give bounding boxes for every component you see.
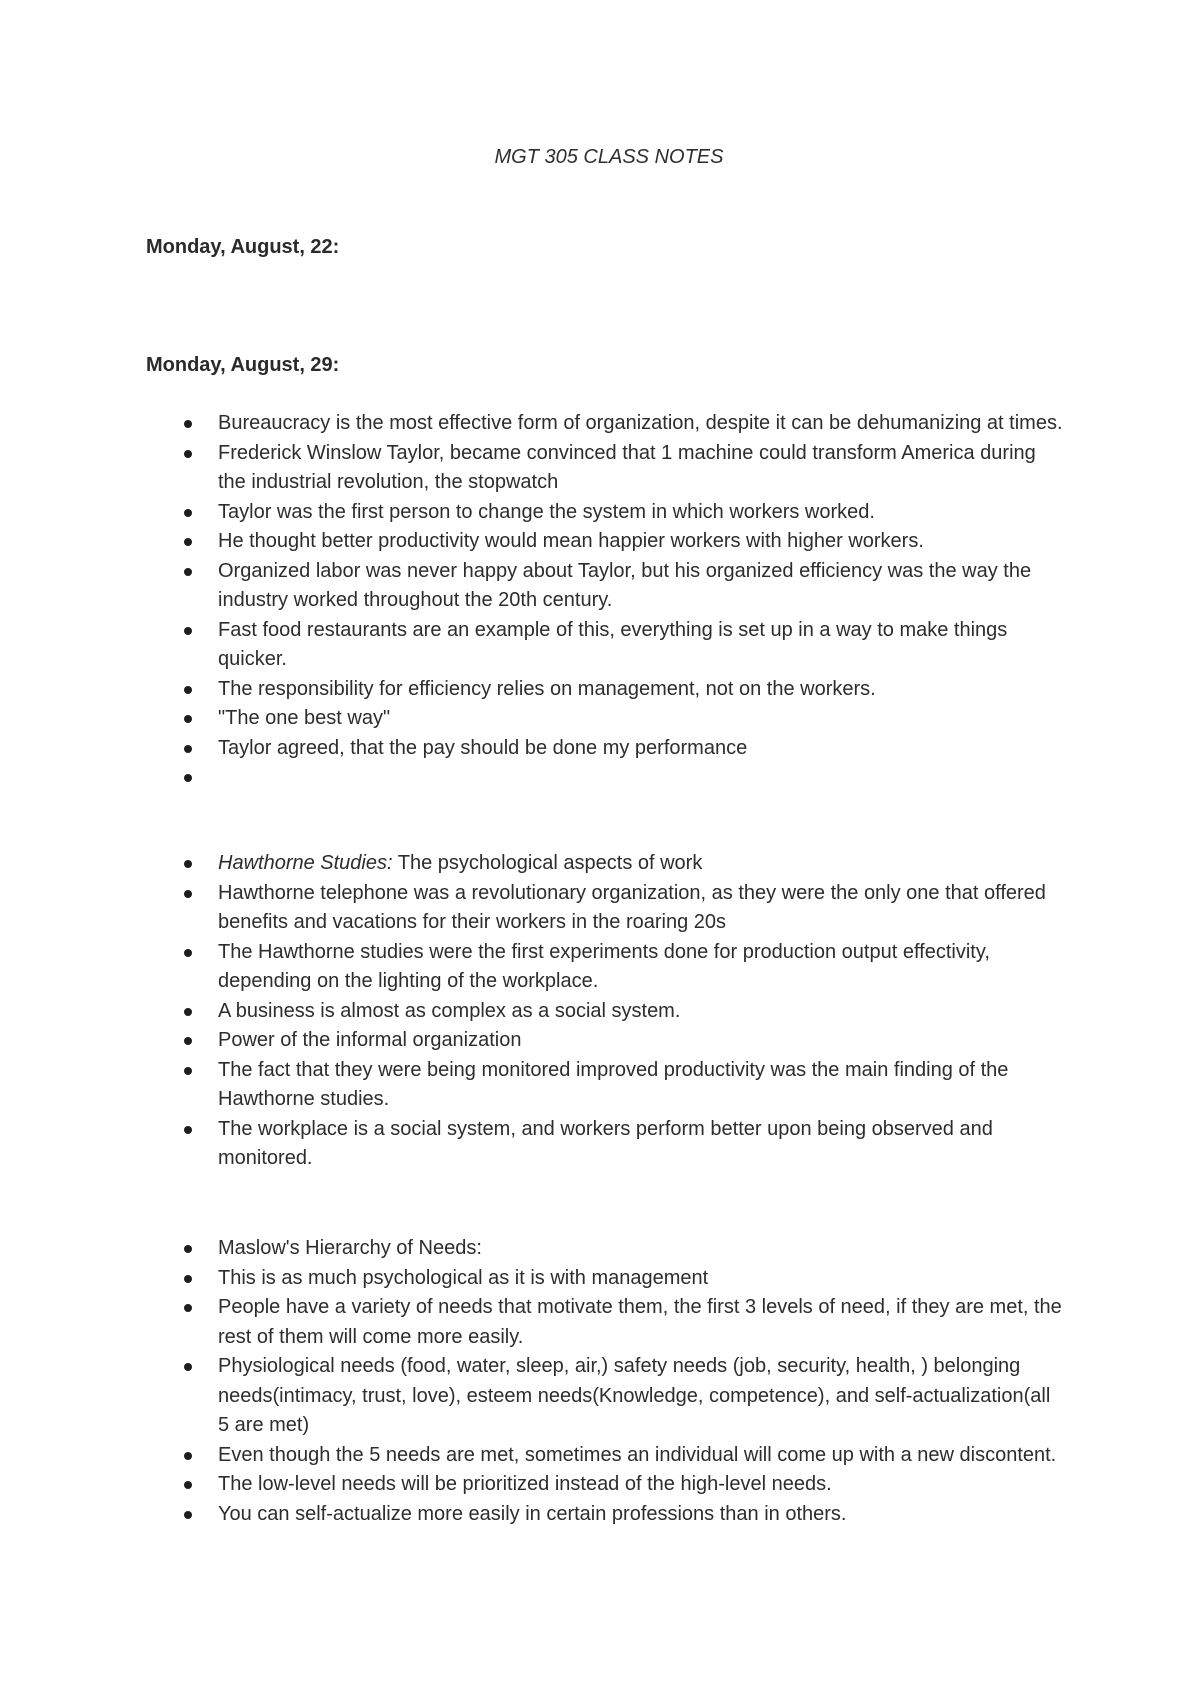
list-item: [146, 938, 1066, 997]
list-item-text: Hawthorne telephone was a revolutionary organization, as they were the only one that offered benefits and vacations for their workers in the roaring 20s: [218, 881, 1046, 933]
list-item-text: Maslow's Hierarchy of Needs:: [218, 1237, 482, 1259]
bullet-icon: [184, 949, 192, 957]
bullet-icon: [184, 1304, 192, 1312]
list-item: [146, 409, 1066, 439]
bullet-icon: [184, 890, 192, 898]
list-item-text: Power of the informal organization: [218, 1029, 522, 1051]
bullet-icon: [184, 1481, 192, 1489]
list-item: [146, 557, 1066, 616]
list-item: [146, 498, 1066, 528]
bullet-icon: [184, 1008, 192, 1016]
list-item: [146, 1234, 1066, 1264]
list-item: [146, 1352, 1066, 1441]
list-item-text: Organized labor was never happy about Taylor, but his organized efficiency was the way the industry worked throughout the 20th century.: [218, 559, 1032, 611]
bullet-icon: [184, 538, 192, 546]
list-item-text: "The one best way": [218, 707, 391, 729]
bullet-icon: [184, 509, 192, 517]
bullet-icon: [184, 627, 192, 635]
list-item: [146, 527, 1066, 557]
document-title: MGT 305 CLASS NOTES: [494, 146, 724, 168]
list-item: [146, 1293, 1066, 1352]
bullet-icon: [184, 568, 192, 576]
list-item: [146, 1056, 1066, 1115]
notes-list-maslow: [146, 1234, 1066, 1529]
list-item-text: The responsibility for efficiency relies on management, not on the workers.: [218, 677, 876, 700]
list-item: [146, 1264, 1066, 1294]
list-item: [146, 1115, 1066, 1174]
bullet-icon: [184, 1126, 192, 1134]
list-item-text: Bureaucracy is the most effective form of organization, despite it can be dehumanizing at times.: [218, 412, 1063, 434]
list-item: [146, 997, 1066, 1027]
bullet-icon: [184, 745, 192, 753]
list-item-text: People have a variety of needs that motivate them, the first 3 levels of need, if they are met, the rest of them will come more easily.: [218, 1296, 1062, 1348]
list-item: [146, 849, 1066, 879]
hawthorne-studies-label: Hawthorne Studies:: [218, 852, 393, 874]
list-item: [146, 675, 1066, 705]
list-item-text: A business is almost as complex as a social system.: [218, 999, 681, 1022]
bullet-icon: [184, 774, 192, 782]
list-item-text: Taylor agreed, that the pay should be done my performance: [218, 736, 748, 759]
bullet-icon: [184, 1037, 192, 1045]
list-item: [146, 439, 1066, 498]
list-item-text: Physiological needs (food, water, sleep, air,) safety needs (job, security, health, ) belonging needs(intimacy, trust, love), esteem needs(Knowledge, competence), and self-actualization(all 5 are met): [218, 1355, 1051, 1436]
bullet-icon: [184, 1363, 192, 1371]
date-heading-aug-29: Monday, August, 29:: [146, 354, 340, 376]
notes-list-hawthorne: [146, 849, 1066, 1174]
list-item: [146, 1026, 1066, 1056]
list-item: [146, 879, 1066, 938]
list-item-text: The fact that they were being monitored improved productivity was the main finding of the Hawthorne studies.: [218, 1058, 1009, 1110]
bullet-icon: [184, 686, 192, 694]
list-item-text: The Hawthorne studies were the first experiments done for production output effectivity, depending on the lighting of the workplace.: [218, 940, 990, 992]
bullet-icon: [184, 420, 192, 428]
list-item-empty: [146, 763, 1066, 793]
notes-list-taylor: [146, 409, 1066, 793]
list-item: [146, 616, 1066, 675]
date-heading-aug-22: Monday, August, 22:: [146, 236, 340, 258]
list-item: [146, 704, 1066, 734]
bullet-icon: [184, 860, 192, 868]
list-item-text: He thought better productivity would mean happier workers with higher workers.: [218, 530, 924, 552]
list-item-text: The low-level needs will be prioritized instead of the high-level needs.: [218, 1473, 832, 1495]
bullet-icon: [184, 715, 192, 723]
list-item-text: The psychological aspects of work: [392, 852, 703, 874]
bullet-icon: [184, 1452, 192, 1460]
list-item-text: Fast food restaurants are an example of this, everything is set up in a way to make things quicker.: [218, 618, 1008, 670]
list-item-text: This is as much psychological as it is with management: [218, 1266, 709, 1289]
bullet-icon: [184, 1275, 192, 1283]
list-item-text: The workplace is a social system, and workers perform better upon being observed and monitored.: [218, 1117, 993, 1169]
list-item-text: You can self-actualize more easily in certain professions than in others.: [218, 1502, 847, 1525]
list-item: [146, 1441, 1066, 1471]
bullet-icon: [184, 1511, 192, 1519]
list-item: [146, 1500, 1066, 1530]
list-item: [146, 734, 1066, 764]
list-item-text: Taylor was the first person to change the system in which workers worked.: [218, 500, 875, 523]
list-item-text: Even though the 5 needs are met, sometimes an individual will come up with a new discontent.: [218, 1443, 1057, 1466]
list-item: [146, 1470, 1066, 1500]
bullet-icon: [184, 1067, 192, 1075]
list-item-text: Frederick Winslow Taylor, became convinced that 1 machine could transform America during the industrial revolution, the stopwatch: [218, 441, 1036, 493]
bullet-icon: [184, 450, 192, 458]
bullet-icon: [184, 1245, 192, 1253]
